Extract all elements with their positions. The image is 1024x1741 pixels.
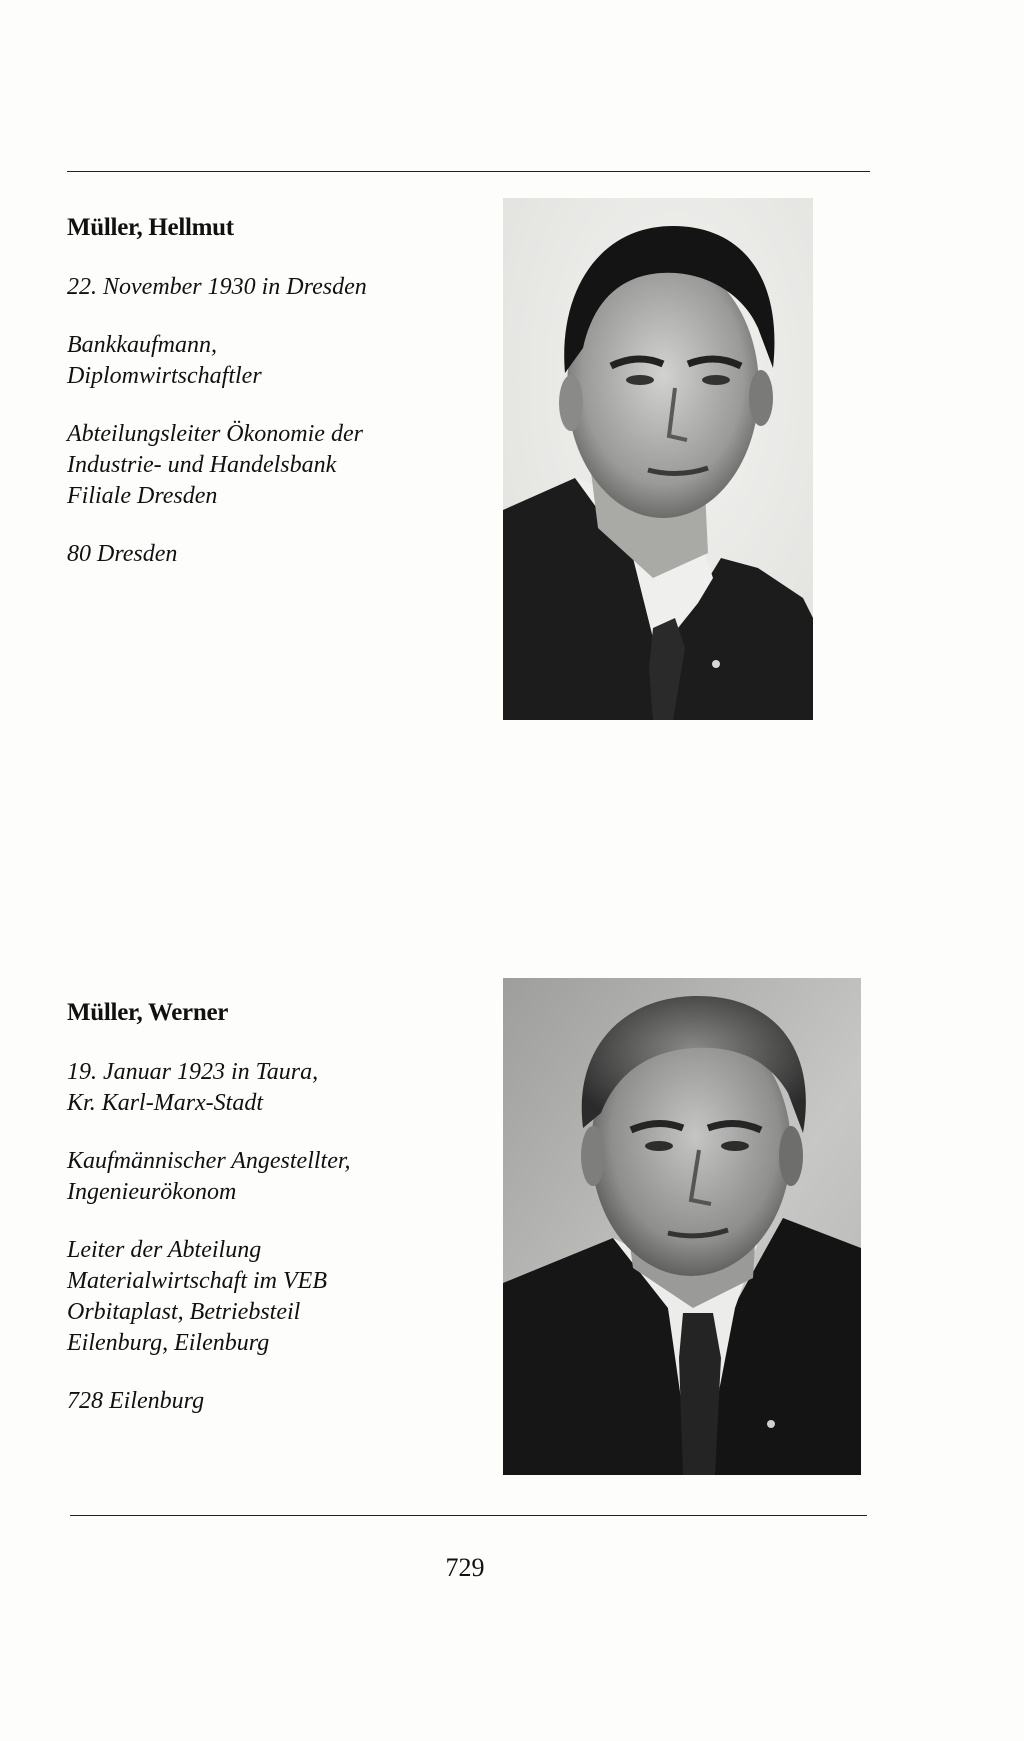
portrait-image xyxy=(503,978,861,1475)
position-info xyxy=(67,419,467,512)
birth-line: 22. November 1930 in Dresden xyxy=(67,274,367,300)
page-number: 729 xyxy=(445,1553,485,1582)
position-line: Abteilungsleiter Ökonomie der xyxy=(67,421,363,447)
position-line: Orbitaplast, Betriebsteil xyxy=(67,1299,301,1325)
entry-name: Müller, Werner xyxy=(67,999,229,1026)
profession-line: Bankkaufmann, xyxy=(67,332,217,358)
birth-line: Kr. Karl-Marx-Stadt xyxy=(67,1090,264,1116)
profession-line: Ingenieurökonom xyxy=(67,1179,237,1205)
birth-line: 19. Januar 1923 in Taura, xyxy=(67,1059,319,1085)
portrait-photo-hellmut-mueller xyxy=(503,198,813,720)
address-info xyxy=(67,1386,467,1417)
top-rule xyxy=(67,171,870,172)
profession-line: Diplomwirtschaftler xyxy=(67,363,262,389)
address-line: 728 Eilenburg xyxy=(67,1388,205,1414)
position-line: Eilenburg, Eilenburg xyxy=(67,1330,270,1356)
bottom-rule xyxy=(70,1515,867,1516)
entry-hellmut-mueller xyxy=(67,210,467,597)
entry-werner-mueller xyxy=(67,995,467,1444)
address-line: 80 Dresden xyxy=(67,541,178,567)
position-line: Industrie- und Handelsbank xyxy=(67,452,337,478)
birth-info xyxy=(67,1057,467,1119)
address-info xyxy=(67,539,467,570)
birth-info xyxy=(67,272,467,303)
profession-info xyxy=(67,1146,467,1208)
entry-name: Müller, Hellmut xyxy=(67,214,234,241)
position-line: Leiter der Abteilung xyxy=(67,1237,262,1263)
profession-info xyxy=(67,330,467,392)
position-info xyxy=(67,1235,467,1359)
portrait-photo-werner-mueller xyxy=(503,978,861,1475)
position-line: Filiale Dresden xyxy=(67,483,218,509)
position-line: Materialwirtschaft im VEB xyxy=(67,1268,327,1294)
portrait-image xyxy=(503,198,813,720)
profession-line: Kaufmännischer Angestellter, xyxy=(67,1148,351,1174)
